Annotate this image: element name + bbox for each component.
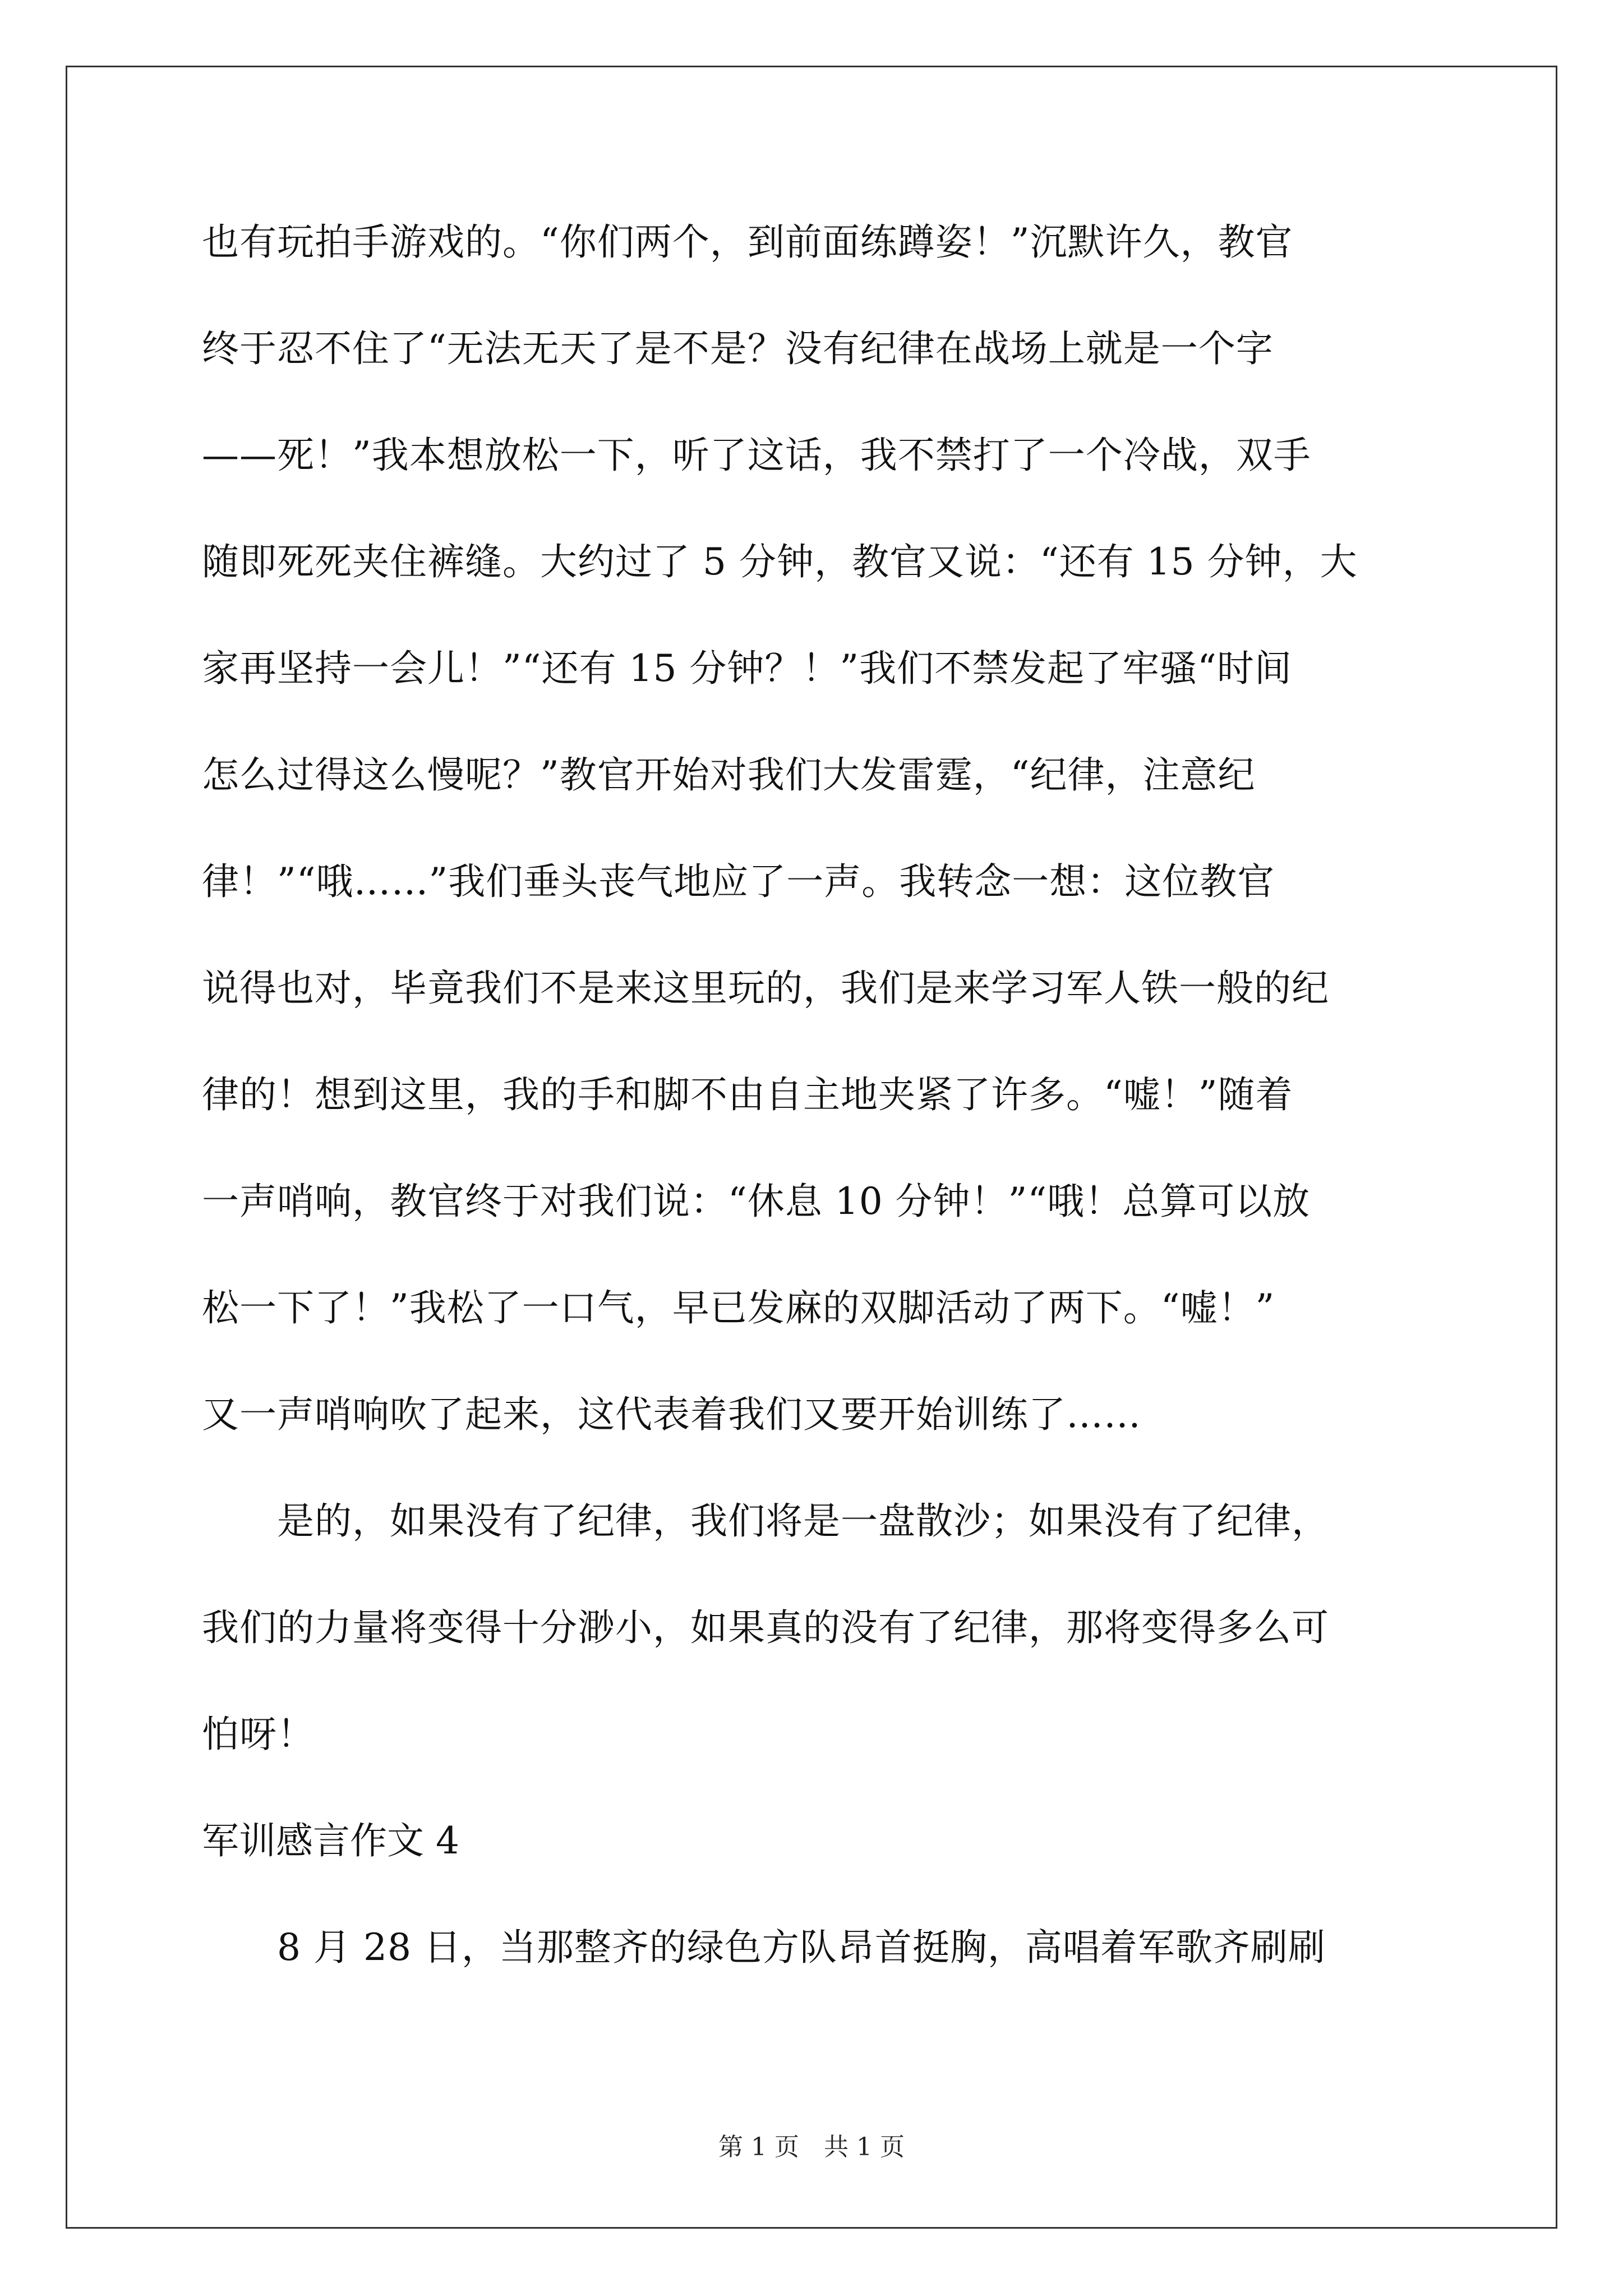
text-line-16: 8 月 28 日，当那整齐的绿色方队昂首挺胸，高唱着军歌齐刷刷 xyxy=(202,1926,1326,1969)
text-line-12: 又一声哨响吹了起来，这代表着我们又要开始训练了…… xyxy=(202,1393,1141,1436)
text-line-6: 怎么过得这么慢呢？”教官开始对我们大发雷霆，“纪律，注意纪 xyxy=(202,753,1256,797)
text-line-14: 我们的力量将变得十分渺小，如果真的没有了纪律，那将变得多么可 xyxy=(202,1606,1329,1649)
text-line-8: 说得也对，毕竟我们不是来这里玩的，我们是来学习军人铁一般的纪 xyxy=(202,967,1329,1010)
text-line-15: 怕呀！ xyxy=(202,1713,315,1756)
text-line-13: 是的，如果没有了纪律，我们将是一盘散沙；如果没有了纪律， xyxy=(202,1499,1329,1543)
page-border xyxy=(66,66,1557,2229)
text-line-10: 一声哨响，教官终于对我们说：“休息 10 分钟！”“哦！总算可以放 xyxy=(202,1180,1311,1223)
text-line-2: 终于忍不住了“无法无天了是不是？没有纪律在战场上就是一个字 xyxy=(202,327,1274,370)
text-line-4: 随即死死夹住裤缝。大约过了 5 分钟，教官又说：“还有 15 分钟，大 xyxy=(202,540,1358,583)
page-footer: 第 1 页 共 1 页 xyxy=(718,2133,905,2161)
text-line-11: 松一下了！”我松了一口气，早已发麻的双脚活动了两下。“嘘！” xyxy=(202,1286,1275,1329)
text-line-3: ——死！”我本想放松一下，听了这话，我不禁打了一个冷战，双手 xyxy=(202,434,1311,477)
text-line-1: 也有玩拍手游戏的。“你们两个，到前面练蹲姿！”沉默许久，教官 xyxy=(202,220,1293,264)
text-line-7: 律！”“哦……”我们垂头丧气地应了一声。我转念一想：这位教官 xyxy=(202,860,1275,903)
text-line-9: 律的！想到这里，我的手和脚不由自主地夹紧了许多。“嘘！”随着 xyxy=(202,1073,1293,1116)
section-heading: 军训感言作文 4 xyxy=(202,1819,459,1862)
text-line-5: 家再坚持一会儿！”“还有 15 分钟？！”我们不禁发起了牢骚“时间 xyxy=(202,647,1292,690)
